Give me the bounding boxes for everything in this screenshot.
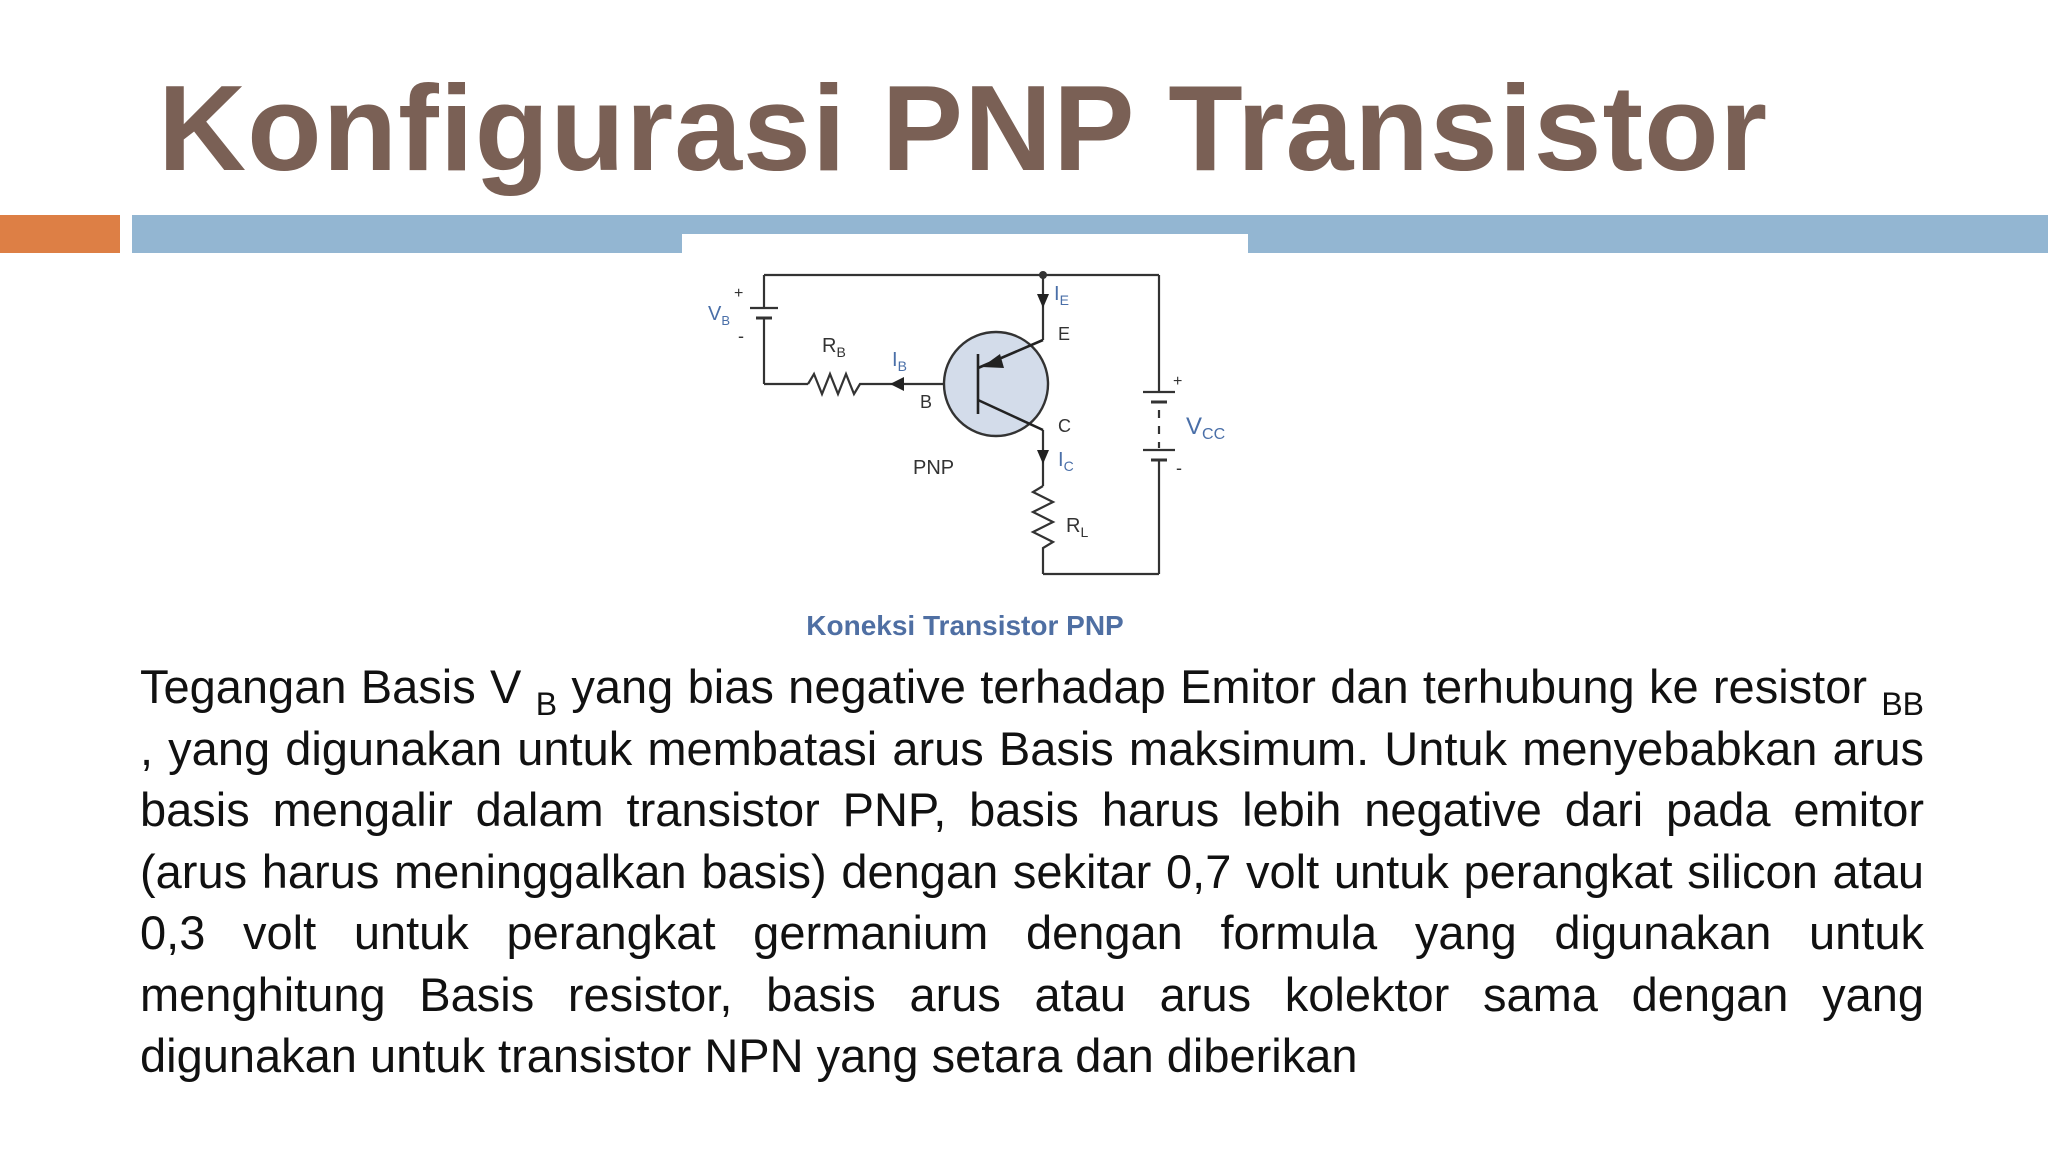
vb-label: $V_B$ [708,303,731,328]
transistor-body [944,332,1048,436]
ib-label: $I_B$ [892,349,907,374]
junction-dot [1039,271,1047,279]
body-paragraph [140,656,1924,1087]
ic-label: $I_C$ [1058,449,1074,474]
pnp-label: PNP [913,457,955,479]
slide-title: Konfigurasi PNP Transistor [158,60,1769,196]
body-text-part-1: Tegangan Basis V [140,660,536,713]
vcc-plus: + [1173,373,1183,390]
collector-label: C [1058,416,1071,436]
rl-label: $R_L$ [1066,515,1089,540]
vb-plus: + [734,285,744,302]
resistor-rb [808,374,874,394]
resistor-rl [1033,486,1053,574]
vcc-label: $V_{CC}$ [1186,413,1226,443]
accent-bar-orange [0,215,120,253]
ic-arrow [1037,450,1049,464]
subscript-b: B [535,686,558,722]
rb-label: $R_B$ [822,335,846,360]
ie-arrow [1037,294,1049,308]
ie-label: $I_E$ [1054,283,1069,308]
base-label: B [920,392,933,412]
emitter-label: E [1058,324,1071,344]
body-text-part-3: , yang digunakan untuk membatasi arus Basis maksimum. Untuk menyebabkan arus basis mengalir dalam transistor PNP, basis harus lebih negative dari pada emitor (arus harus meninggalkan basis) dengan sekitar 0,7 volt untuk perangkat silicon atau 0,3 volt untuk perangkat germanium dengan formula yang digunakan untuk menghitung Basis resistor, basis arus atau arus kolektor sama dengan yang digunakan untuk transistor NPN yang setara dan diberikan [140,721,1924,1082]
vcc-minus: - [1176,458,1182,478]
pnp-circuit-diagram [682,234,1248,614]
subscript-bb: BB [1881,686,1924,722]
vb-minus: - [738,326,744,346]
figure-caption: Koneksi Transistor PNP [806,610,1124,641]
body-text-part-2: yang bias negative terhadap Emitor dan terhubung ke resistor [557,660,1882,713]
ib-arrow [890,377,904,391]
